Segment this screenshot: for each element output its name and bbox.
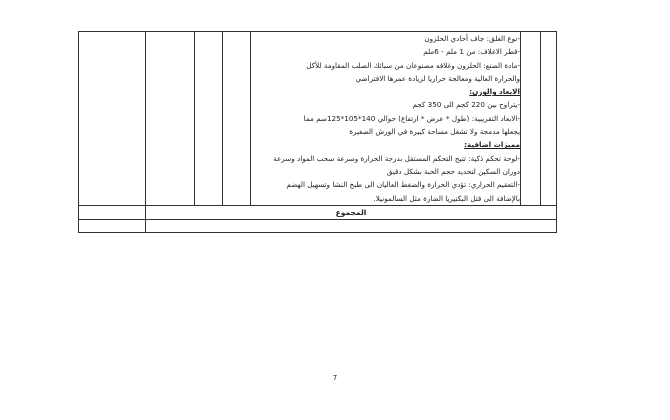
- blank-cell-2: [146, 219, 557, 232]
- section-heading-features: مميزات اضافية:: [464, 140, 520, 150]
- spec-line-sterilization: -التعقيم الحراري: تؤدي الحرارة والضغط العاليان الى طبخ النشا وتسهيل الهضم: [286, 180, 520, 190]
- section-heading-dimensions: الابعاد والوزن:: [469, 87, 520, 97]
- spec-line-dimensions-cont: يجعلها مدمجة ولا تشغل مساحة كبيرة في الورش الصغيرة: [349, 127, 520, 137]
- spec-line-sterilization-cont: بالإضافة الى قتل البكتيريا الضارة مثل السالمونيلا.: [373, 193, 520, 203]
- blank-cell-1: [79, 219, 146, 232]
- table-row-blank: [79, 219, 557, 232]
- cell-empty-1: [79, 32, 146, 206]
- table-row-total: [79, 205, 557, 219]
- table-row-specs: [79, 32, 557, 206]
- spec-table: [78, 31, 557, 233]
- spec-line-control-panel-cont: دوران السكين لتحديد حجم الحبة بشكل دقيق: [386, 166, 520, 176]
- cell-empty-6: [541, 32, 557, 206]
- cell-empty-3: [195, 32, 223, 206]
- total-value-cell: [79, 205, 146, 219]
- spec-line-material-cont: والحرارة العالية ومعالجة حراريا لزيادة عمرها الافتراضي: [355, 73, 520, 83]
- cell-empty-4: [223, 32, 251, 206]
- spec-line-dimensions: -الابعاد التقريبية: (طول * عرض * ارتفاع) حوالي 140*105*125سم مما: [303, 113, 520, 123]
- page-number: 7: [332, 374, 338, 382]
- spec-line-lock-type: -نوع الغلق: جاف أحادي الحلزون: [424, 34, 520, 43]
- cell-empty-2: [146, 32, 195, 206]
- spec-line-weight: -يتراوح بين 220 كجم الى 350 كجم: [412, 100, 520, 110]
- spec-line-control-panel: -لوحة تحكم ذكية: تتيح التحكم المستقل بدرجة الحرارة وسرعة سحب المواد وسرعة: [273, 153, 520, 163]
- spec-line-diameter: -قطر الاغلاف: من 1 ملم - 6ملم: [423, 47, 520, 57]
- spec-line-material: -مادة الصنع: الحلزون وغلافه مصنوعان من سبائك الصلب المقاومة للأكل: [306, 60, 520, 70]
- spec-description-cell: [251, 32, 521, 206]
- cell-empty-5: [521, 32, 541, 206]
- total-label: المجموع: [146, 205, 557, 219]
